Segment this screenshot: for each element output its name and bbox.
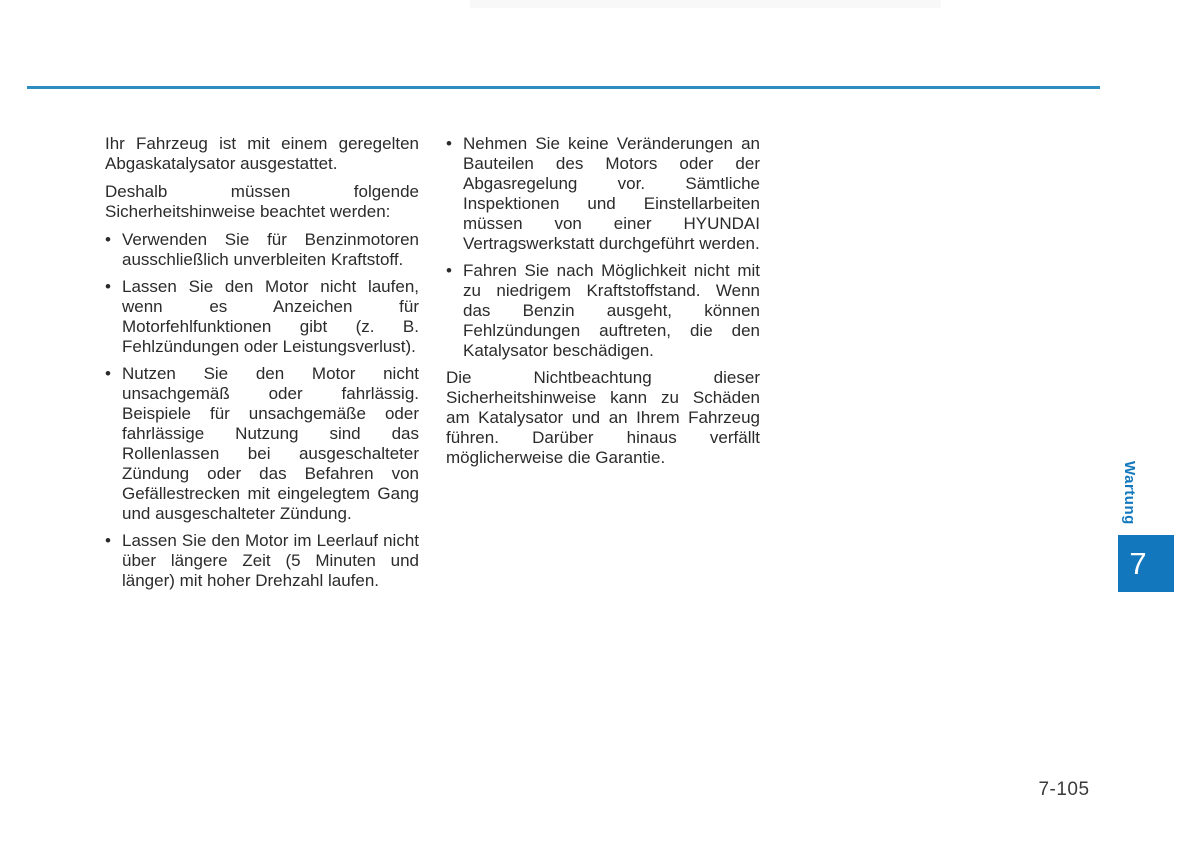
bullet-text: Lassen Sie den Motor im Leerlauf nicht über längere Zeit (5 Minuten und länger) mit hoher Drehzahl laufen. <box>122 531 419 590</box>
bullet-text: Fahren Sie nach Möglichkeit nicht mit zu niedrigem Kraftstoffstand. Wenn das Benzin ausgeht, können Fehlzündungen auftreten, die den Katalysator beschädigen. <box>463 261 760 360</box>
closing-paragraph: Die Nichtbeachtung dieser Sicherheitshinweise kann zu Schäden am Katalysator und an Ihrem Fahrzeug führen. Darüber hinaus verfällt möglicherweise die Garantie. <box>446 368 760 467</box>
bullet-item <box>105 364 419 524</box>
page-number: 7-105 <box>1038 779 1090 800</box>
bullet-item <box>105 230 419 270</box>
chapter-number-box <box>1118 535 1174 592</box>
paragraph: Deshalb müssen folgende Sicherheitshinweise beachtet werden: <box>105 182 419 221</box>
page-content <box>105 134 760 598</box>
top-edge-band <box>470 0 941 8</box>
bullet-marker: • <box>105 230 111 249</box>
bullet-marker: • <box>105 277 111 296</box>
header-rule-line <box>27 86 1100 89</box>
bullet-text: Nutzen Sie den Motor nicht unsachgemäß oder fahrlässig. Beispiele für unsachgemäße oder fahrlässige Nutzung sind das Rollenlassen bei ausgeschalteter Zündung oder das Befahren von Gefällestrecken mit eingelegtem Gang und ausgeschalteter Zündung. <box>122 364 419 523</box>
bullet-marker: • <box>105 364 111 383</box>
bullet-marker: • <box>446 261 452 280</box>
bullet-text: Nehmen Sie keine Veränderungen an Bauteilen des Motors oder der Abgasregelung vor. Sämtliche Inspektionen und Einstellarbeiten müssen von einer HYUNDAI Vertragswerkstatt durchgeführt werden. <box>463 134 760 253</box>
bullet-text: Verwenden Sie für Benzinmotoren ausschließlich unverbleiten Kraftstoff. <box>122 230 419 269</box>
bullet-marker: • <box>446 134 452 153</box>
bullet-item <box>446 261 760 361</box>
chapter-number: 7 <box>1129 546 1147 581</box>
right-column <box>446 134 760 598</box>
bullet-text: Lassen Sie den Motor nicht laufen, wenn es Anzeichen für Motorfehlfunktionen gibt (z. B. Fehlzündungen oder Leistungsverlust). <box>122 277 419 356</box>
left-column <box>105 134 419 598</box>
bullet-item <box>446 134 760 254</box>
bullet-item <box>105 531 419 591</box>
paragraph: Ihr Fahrzeug ist mit einem geregelten Abgaskatalysator ausgestattet. <box>105 134 419 173</box>
chapter-tab-label: Wartung <box>1121 461 1138 525</box>
bullet-marker: • <box>105 531 111 550</box>
bullet-item <box>105 277 419 357</box>
